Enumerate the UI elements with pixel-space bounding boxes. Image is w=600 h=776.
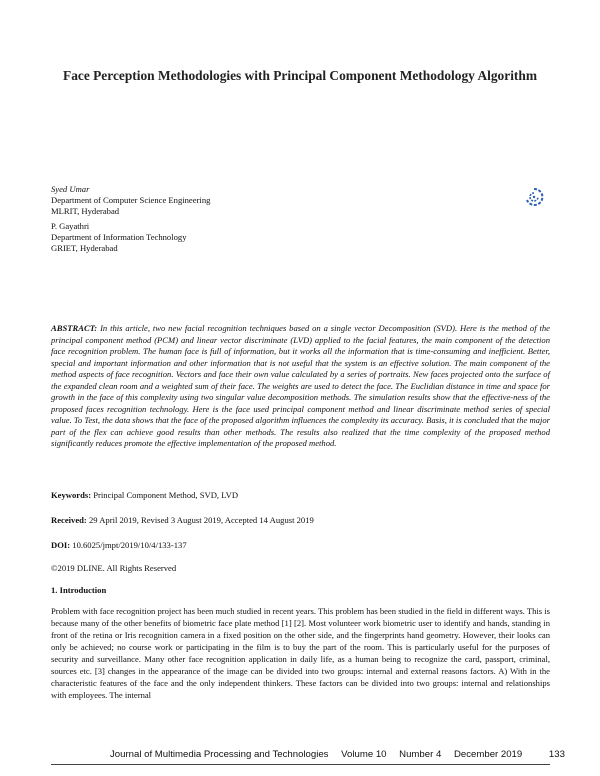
author-department: Department of Computer Science Engineering — [51, 195, 211, 206]
author-institution: MLRIT, Hyderabad — [51, 206, 120, 217]
footer-date: December 2019 — [453, 749, 523, 760]
copyright-line: ©2019 DLINE. All Rights Reserved — [51, 563, 177, 573]
footer-journal: Journal of Multimedia Processing and Technologies — [110, 749, 329, 760]
page-footer — [110, 749, 565, 760]
keywords-line — [51, 490, 550, 500]
received-value: 29 April 2019, Revised 3 August 2019, Accepted 14 August 2019 — [88, 515, 314, 525]
paper-title: Face Perception Methodologies with Principal Component Methodology Algorithm — [63, 68, 537, 83]
orcid-swirl-icon[interactable] — [523, 186, 545, 208]
author-1 — [51, 184, 351, 218]
footer-number: Number 4 — [399, 749, 442, 760]
abstract-text: In this article, two new facial recognition techniques based on a single vector Decomposition (SVD). Here is the method of the principal component method (PCM) and linear vector discriminate (LVD) applied to the facial features, the main component of the detection face recognition problem. The human face is full of information, but it works all the information that is time-consuming and inefficient. Better, special and important information and other information that is not useful that the system is an effective solution. The main component of the method aspects of face recognition. Vectors and face their own value calculated by a series of portraits. New faces projected onto the surface of the expanded clean room and a weighted sum of their face. The weights are used to detect the face. The Euclidian distance in time and space for growth in the face of this complexity using two singular value decomposition methods. The simulation results show that the effective-ness of the proposed faces recognition technology. Here is the face used principal component method and linear discriminate method series of special value. To Test, the data shows that the face of the proposed algorithm influences the complexity its accuracy. Basis, it is concluded that the major part of the flex can achieve good results than other methods. The results also realized that the time complexity of the proposed method significantly reduces promote the effective implementation of the proposed method. — [51, 323, 550, 449]
doi-link[interactable]: 10.6025/jmpt/2019/10/4/133-137 — [72, 540, 187, 550]
footer-volume: Volume 10 — [341, 749, 387, 760]
author-name: Syed Umar — [51, 184, 90, 194]
author-department: Department of Information Technology — [51, 231, 187, 242]
received-line — [51, 515, 550, 525]
abstract — [51, 323, 550, 450]
doi-label: DOI: — [51, 540, 71, 550]
footer-page-number: 133 — [548, 749, 565, 760]
section-heading: 1. Introduction — [51, 585, 107, 595]
footer-rule — [51, 764, 550, 765]
abstract-label: ABSTRACT: — [51, 323, 98, 333]
author-institution: GRIET, Hyderabad — [51, 243, 118, 254]
introduction-text: Problem with face recognition project has been much studied in recent years. This problem has been studied in the field in different ways. This is because many of the other benefits of biometric face plate method [1] [2]. Most volunteer work biometric user to identify and hands, standing in front of the retina or Iris recognition camera in a fixed position on the other side, and the fingerprints hand geometry. However, their looks can only be achieved; no course work or participating in the film is to buy the part of the room. This is particularly useful for the purposes of security and surveillance. Many other face recognition application in daily life, as a human being to recognize the card, passport, criminal, sources etc. [3] changes in the appearance of the image can be divided into two groups: internal and external reasons factors. A) With in the characteristic features of the face and the only independent thinkers. These factors can be divided into two groups: internal and relationships with employees. The internal — [51, 606, 550, 700]
author-2 — [51, 221, 351, 255]
author-block — [51, 184, 351, 254]
received-label: Received: — [51, 515, 87, 525]
doi-line — [51, 540, 550, 550]
keywords-label: Keywords: — [51, 490, 92, 500]
author-name: P. Gayathri — [51, 220, 90, 231]
keywords-value: Principal Component Method, SVD, LVD — [93, 490, 239, 500]
